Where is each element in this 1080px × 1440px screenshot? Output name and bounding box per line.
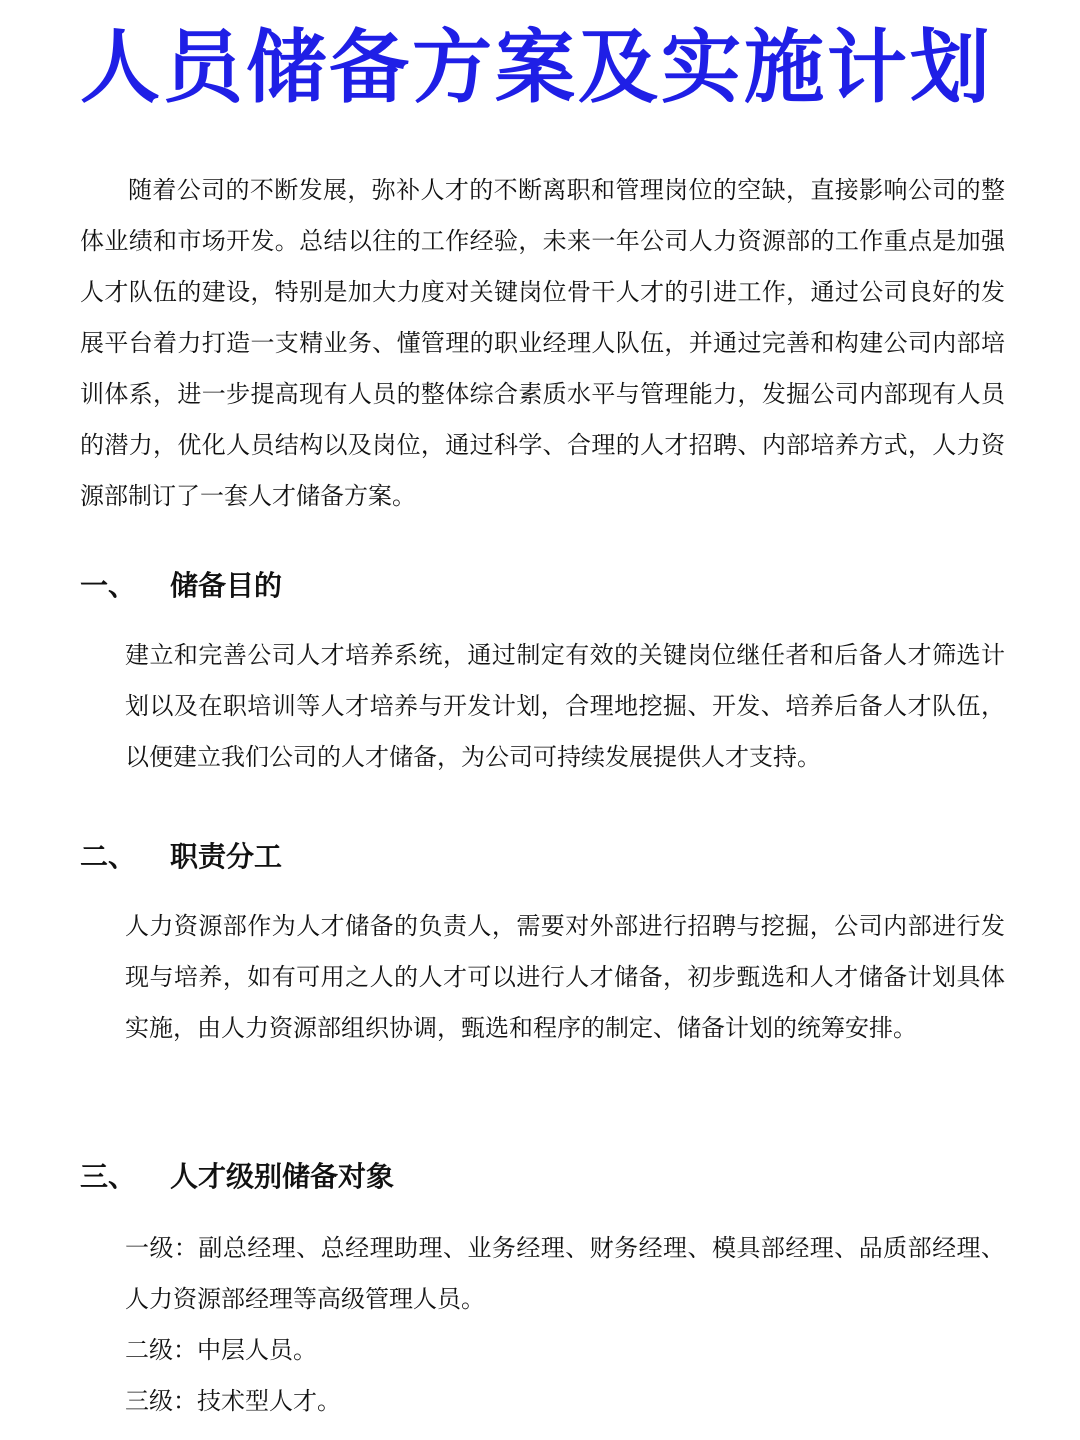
level-three-item: 三级：技术型人才。 (125, 1387, 341, 1415)
section-heading (80, 837, 1005, 877)
level-one-item: 一级：副总经理、总经理助理、业务经理、财务经理、模具部经理、品质部经理、人力资源部经理等高级管理人员。 (125, 1234, 1005, 1313)
section-number: 二、 (80, 840, 137, 873)
intro-paragraph: 随着公司的不断发展，弥补人才的不断离职和管理岗位的空缺，直接影响公司的整体业绩和市场开发。总结以往的工作经验，未来一年公司人力资源部的工作重点是加强人才队伍的建设，特别是加大力度对关键岗位骨干人才的引进工作，通过公司良好的发展平台着力打造一支精业务、懂管理的职业经理人队伍，并通过完善和构建公司内部培训体系，进一步提高现有人员的整体综合素质水平与管理能力，发掘公司内部现有人员的潜力，优化人员结构以及岗位，通过科学、合理的人才招聘、内部培养方式，人力资源部制订了一套人才储备方案。 (80, 176, 1005, 510)
section-heading (80, 1157, 1005, 1197)
section-talent-levels (80, 1157, 1005, 1427)
section-number: 三、 (80, 1160, 137, 1193)
section-paragraph: 人力资源部作为人才储备的负责人，需要对外部进行招聘与挖掘，公司内部进行发现与培养，如有可用之人的人才可以进行人才储备，初步甄选和人才储备计划具体实施，由人力资源部组织协调，甄选和程序的制定、储备计划的统筹安排。 (125, 912, 1005, 1042)
section-body (80, 1223, 1005, 1427)
section-number: 一、 (80, 569, 137, 602)
section-body (80, 630, 1005, 783)
section-title: 人才级别储备对象 (170, 1160, 395, 1193)
section-responsibilities (80, 837, 1005, 1054)
section-title: 储备目的 (170, 569, 283, 602)
level-two-item: 二级：中层人员。 (125, 1336, 317, 1364)
section-heading (80, 566, 1005, 606)
section-body (80, 901, 1005, 1054)
section-paragraph: 建立和完善公司人才培养系统，通过制定有效的关键岗位继任者和后备人才筛选计划以及在职培训等人才培养与开发计划，合理地挖掘、开发、培养后备人才队伍，以便建立我们公司的人才储备，为公司可持续发展提供人才支持。 (125, 641, 1005, 771)
document-title: 人员储备方案及实施计划 (80, 21, 993, 114)
section-purpose (80, 566, 1005, 783)
section-title: 职责分工 (170, 840, 283, 873)
